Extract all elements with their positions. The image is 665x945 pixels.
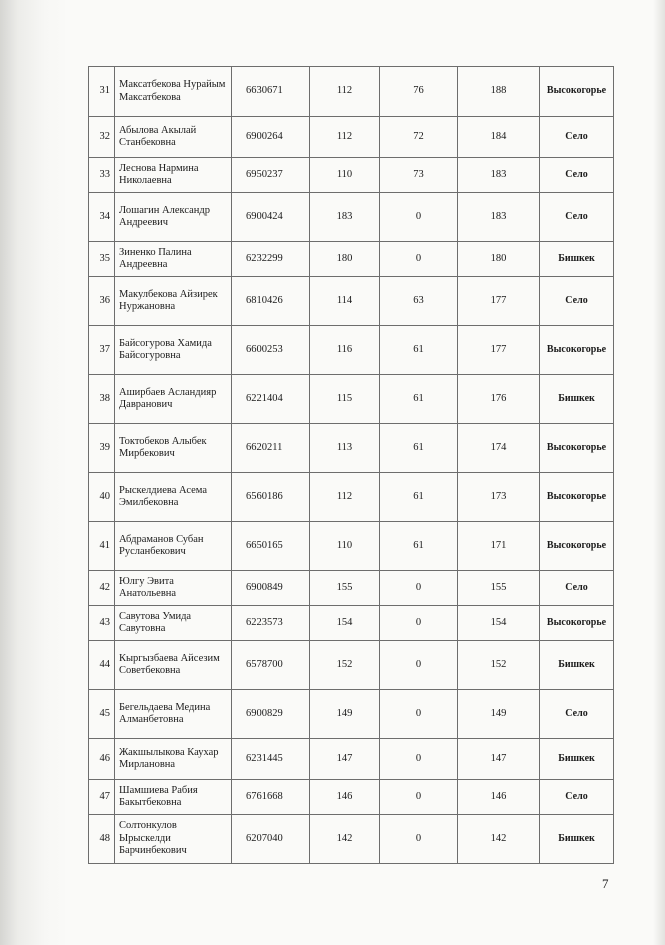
region-cell: Высокогорье — [540, 522, 614, 571]
row-number-cell: 32 — [89, 117, 115, 158]
region-cell: Бишкек — [540, 242, 614, 277]
participant-code-cell: 6650165 — [232, 522, 310, 571]
table-row — [89, 473, 614, 522]
score-a-cell: 149 — [310, 690, 380, 739]
region-cell: Высокогорье — [540, 424, 614, 473]
total-score-cell: 171 — [458, 522, 540, 571]
results-table — [88, 66, 614, 864]
row-number-cell: 46 — [89, 739, 115, 780]
participant-code-cell: 6232299 — [232, 242, 310, 277]
score-b-cell: 0 — [380, 193, 458, 242]
score-a-cell: 114 — [310, 277, 380, 326]
row-number-cell: 34 — [89, 193, 115, 242]
table-row — [89, 641, 614, 690]
row-number-cell: 37 — [89, 326, 115, 375]
row-number-cell: 41 — [89, 522, 115, 571]
score-a-cell: 110 — [310, 158, 380, 193]
participant-code-cell: 6900264 — [232, 117, 310, 158]
total-score-cell: 176 — [458, 375, 540, 424]
score-a-cell: 180 — [310, 242, 380, 277]
region-cell: Бишкек — [540, 375, 614, 424]
row-number-cell: 45 — [89, 690, 115, 739]
score-b-cell: 61 — [380, 424, 458, 473]
region-cell: Село — [540, 571, 614, 606]
score-a-cell: 183 — [310, 193, 380, 242]
total-score-cell: 180 — [458, 242, 540, 277]
table-row — [89, 67, 614, 117]
row-number-cell: 40 — [89, 473, 115, 522]
participant-code-cell: 6950237 — [232, 158, 310, 193]
scan-edge-shadow — [653, 0, 665, 945]
full-name-cell: Макулбекова Айзирек Нуржановна — [115, 277, 232, 326]
row-number-cell: 39 — [89, 424, 115, 473]
participant-code-cell: 6620211 — [232, 424, 310, 473]
table-row — [89, 375, 614, 424]
region-cell: Высокогорье — [540, 326, 614, 375]
score-b-cell: 61 — [380, 375, 458, 424]
participant-code-cell: 6560186 — [232, 473, 310, 522]
participant-code-cell: 6630671 — [232, 67, 310, 117]
full-name-cell: Кыргызбаева Айсезим Советбековна — [115, 641, 232, 690]
score-b-cell: 0 — [380, 571, 458, 606]
participant-code-cell: 6900424 — [232, 193, 310, 242]
total-score-cell: 149 — [458, 690, 540, 739]
total-score-cell: 174 — [458, 424, 540, 473]
participant-code-cell: 6207040 — [232, 815, 310, 864]
table-row — [89, 117, 614, 158]
region-cell: Село — [540, 158, 614, 193]
full-name-cell: Аширбаев Асландияр Давранович — [115, 375, 232, 424]
region-cell: Бишкек — [540, 641, 614, 690]
score-b-cell: 0 — [380, 606, 458, 641]
participant-code-cell: 6600253 — [232, 326, 310, 375]
score-b-cell: 0 — [380, 815, 458, 864]
total-score-cell: 147 — [458, 739, 540, 780]
full-name-cell: Зиненко Палина Андреевна — [115, 242, 232, 277]
table-row — [89, 158, 614, 193]
total-score-cell: 183 — [458, 193, 540, 242]
full-name-cell: Солтонкулов Ырыскелди Барчинбекович — [115, 815, 232, 864]
row-number-cell: 36 — [89, 277, 115, 326]
participant-code-cell: 6900829 — [232, 690, 310, 739]
full-name-cell: Абдраманов Субан Русланбекович — [115, 522, 232, 571]
table-row — [89, 571, 614, 606]
table-row — [89, 522, 614, 571]
score-a-cell: 155 — [310, 571, 380, 606]
row-number-cell: 31 — [89, 67, 115, 117]
region-cell: Село — [540, 117, 614, 158]
score-a-cell: 115 — [310, 375, 380, 424]
total-score-cell: 155 — [458, 571, 540, 606]
table-row — [89, 606, 614, 641]
score-b-cell: 73 — [380, 158, 458, 193]
participant-code-cell: 6810426 — [232, 277, 310, 326]
full-name-cell: Рыскелдиева Асема Эмилбековна — [115, 473, 232, 522]
table-row — [89, 780, 614, 815]
table-row — [89, 193, 614, 242]
score-a-cell: 112 — [310, 473, 380, 522]
region-cell: Высокогорье — [540, 473, 614, 522]
participant-code-cell: 6900849 — [232, 571, 310, 606]
participant-code-cell: 6231445 — [232, 739, 310, 780]
table-row — [89, 242, 614, 277]
total-score-cell: 177 — [458, 326, 540, 375]
region-cell: Бишкек — [540, 815, 614, 864]
table-body — [89, 67, 614, 864]
full-name-cell: Лошагин Александр Андреевич — [115, 193, 232, 242]
full-name-cell: Максатбекова Нурайым Максатбекова — [115, 67, 232, 117]
region-cell: Бишкек — [540, 739, 614, 780]
score-a-cell: 112 — [310, 117, 380, 158]
row-number-cell: 47 — [89, 780, 115, 815]
total-score-cell: 183 — [458, 158, 540, 193]
table-row — [89, 739, 614, 780]
row-number-cell: 44 — [89, 641, 115, 690]
score-a-cell: 110 — [310, 522, 380, 571]
row-number-cell: 42 — [89, 571, 115, 606]
total-score-cell: 142 — [458, 815, 540, 864]
full-name-cell: Леснова Нармина Николаевна — [115, 158, 232, 193]
score-b-cell: 0 — [380, 242, 458, 277]
full-name-cell: Бегельдаева Медина Алманбетовна — [115, 690, 232, 739]
score-a-cell: 154 — [310, 606, 380, 641]
region-cell: Село — [540, 277, 614, 326]
total-score-cell: 154 — [458, 606, 540, 641]
region-cell: Высокогорье — [540, 67, 614, 117]
score-b-cell: 72 — [380, 117, 458, 158]
score-a-cell: 147 — [310, 739, 380, 780]
score-a-cell: 152 — [310, 641, 380, 690]
full-name-cell: Абылова Акылай Станбековна — [115, 117, 232, 158]
row-number-cell: 35 — [89, 242, 115, 277]
score-b-cell: 61 — [380, 522, 458, 571]
row-number-cell: 38 — [89, 375, 115, 424]
region-cell: Высокогорье — [540, 606, 614, 641]
score-a-cell: 112 — [310, 67, 380, 117]
full-name-cell: Токтобеков Алыбек Мирбекович — [115, 424, 232, 473]
score-b-cell: 0 — [380, 739, 458, 780]
total-score-cell: 184 — [458, 117, 540, 158]
score-b-cell: 0 — [380, 690, 458, 739]
score-b-cell: 0 — [380, 641, 458, 690]
full-name-cell: Байсогурова Хамида Байсогуровна — [115, 326, 232, 375]
table-row — [89, 326, 614, 375]
table-row — [89, 690, 614, 739]
row-number-cell: 33 — [89, 158, 115, 193]
table-row — [89, 424, 614, 473]
table-row — [89, 277, 614, 326]
participant-code-cell: 6221404 — [232, 375, 310, 424]
total-score-cell: 173 — [458, 473, 540, 522]
total-score-cell: 146 — [458, 780, 540, 815]
participant-code-cell: 6761668 — [232, 780, 310, 815]
score-a-cell: 146 — [310, 780, 380, 815]
total-score-cell: 177 — [458, 277, 540, 326]
score-b-cell: 0 — [380, 780, 458, 815]
participant-code-cell: 6223573 — [232, 606, 310, 641]
total-score-cell: 188 — [458, 67, 540, 117]
score-a-cell: 113 — [310, 424, 380, 473]
page-number: 7 — [602, 876, 609, 891]
page-fold-shadow — [0, 0, 70, 945]
total-score-cell: 152 — [458, 641, 540, 690]
score-b-cell: 63 — [380, 277, 458, 326]
score-a-cell: 142 — [310, 815, 380, 864]
full-name-cell: Шамшиева Рабия Бакытбековна — [115, 780, 232, 815]
region-cell: Село — [540, 780, 614, 815]
region-cell: Село — [540, 690, 614, 739]
score-a-cell: 116 — [310, 326, 380, 375]
full-name-cell: Жакшылыкова Каухар Мирлановна — [115, 739, 232, 780]
table-row — [89, 815, 614, 864]
score-b-cell: 61 — [380, 473, 458, 522]
region-cell: Село — [540, 193, 614, 242]
full-name-cell: Юлгу Эвита Анатольевна — [115, 571, 232, 606]
full-name-cell: Савутова Умида Савутовна — [115, 606, 232, 641]
row-number-cell: 43 — [89, 606, 115, 641]
score-b-cell: 61 — [380, 326, 458, 375]
score-b-cell: 76 — [380, 67, 458, 117]
participant-code-cell: 6578700 — [232, 641, 310, 690]
row-number-cell: 48 — [89, 815, 115, 864]
